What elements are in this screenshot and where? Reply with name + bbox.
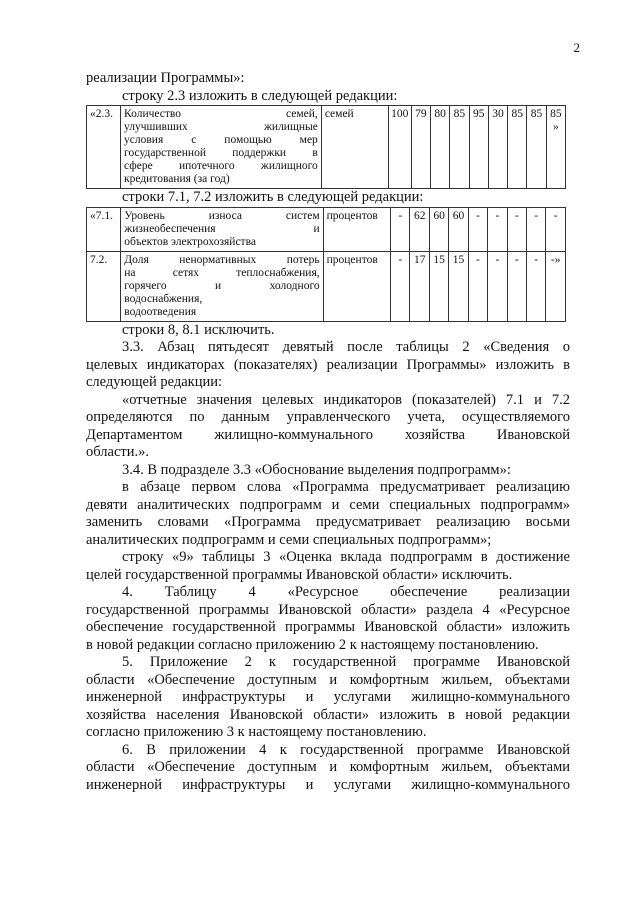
page-number: 2: [573, 40, 580, 55]
body-line: области.».: [86, 444, 149, 460]
value-cell: -: [488, 207, 507, 251]
body-line: следующей редакции:: [86, 374, 223, 390]
row-number: 7.2.: [87, 251, 121, 321]
value-cell: 17: [410, 251, 429, 321]
unit-cell: процентов: [323, 251, 390, 321]
name-line: водоснабжения,: [124, 292, 203, 305]
body-line: в абзаце первом слова «Программа предусматривает реализацию: [122, 479, 570, 495]
value-cell: 85: [450, 106, 469, 189]
name-line: объектов электрохозяйства: [124, 235, 256, 248]
row23-intro: строку 2.3 изложить в следующей редакции:: [122, 87, 398, 104]
body-line: «отчетные значения целевых индикаторов (показателей) 7.1 и 7.2: [122, 391, 570, 408]
name-line: условия с помощью мер: [124, 134, 318, 146]
name-line: водоотведения: [124, 305, 197, 318]
indicator-name: [121, 106, 322, 189]
value-cell: 60: [429, 207, 448, 251]
name-line: улучшивших жилищные: [124, 121, 318, 133]
value-cell: -: [527, 251, 546, 321]
body-line: государственной программы Ивановской области» раздела 4 «Ресурсное: [86, 601, 570, 618]
body-line: области «Обеспечение доступным и комфортным жильем, объектами: [86, 671, 570, 688]
value-cell: -: [527, 207, 546, 251]
body-line: строку «9» таблицы 3 «Оценка вклада подпрограмм в достижение: [122, 549, 570, 565]
body-line: области «Обеспечение доступным и комфортным жильем, объектами: [86, 759, 570, 775]
body-line: целей государственной программы Ивановской области» исключить.: [86, 566, 513, 583]
name-line: сфере ипотечного жилищного: [124, 160, 318, 172]
indicator-name: [121, 207, 323, 251]
value-cell: -: [468, 207, 487, 251]
value-cell: 85: [508, 106, 527, 189]
body-line: согласно приложению 3 к настоящему постановлению.: [86, 724, 427, 740]
value-cell: 80: [430, 106, 449, 189]
body-line: 3.4. В подразделе 3.3 «Обоснование выделения подпрограмм»:: [122, 461, 511, 478]
indicator-name: [121, 251, 323, 321]
body-line: аналитических подпрограмм и семи специальных подпрограмм»;: [86, 531, 492, 548]
table-row: [87, 106, 566, 189]
value-cell: -: [546, 207, 566, 251]
value-cell: 15: [449, 251, 468, 321]
body-line: Департаментом жилищно-коммунального хозяйства Ивановской: [86, 426, 570, 443]
body-line: 6. В приложении 4 к государственной программе Ивановской: [122, 741, 570, 758]
body-line: 3.3. Абзац пятьдесят девятый после таблицы 2 «Сведения о: [122, 339, 570, 355]
body-line: обеспечение государственной программы Ивановской области» изложить: [86, 619, 570, 635]
value-cell: -»: [546, 251, 566, 321]
table-row: [87, 207, 566, 251]
intro-line: реализации Программы»:: [86, 70, 245, 86]
name-line: жизнеобеспечения и: [124, 222, 320, 235]
body-line: девяти аналитических подпрограмм и семи специальных подпрограмм»: [86, 496, 570, 513]
name-line: Уровень износа систем: [124, 209, 320, 222]
body-line: 4. Таблицу 4 «Ресурсное обеспечение реализации: [122, 584, 570, 600]
value-cell: -: [391, 207, 410, 251]
body-line: 5. Приложение 2 к государственной программе Ивановской: [122, 654, 570, 670]
body-line: в новой редакции согласно приложению 2 к настоящему постановлению.: [86, 636, 539, 653]
document-body: [86, 70, 570, 794]
body-line: определяются по данным управленческого учета, осуществляемого: [86, 409, 570, 425]
body-line: инженерной инфраструктуры и услугами жилищно-коммунального: [86, 689, 570, 705]
name-line: Количество семей,: [124, 108, 318, 120]
indicator-table-7: [86, 207, 566, 322]
unit-cell: процентов: [323, 207, 390, 251]
body-line: строки 8, 8.1 исключить.: [122, 321, 275, 338]
value-cell: 85: [527, 106, 546, 189]
value-cell: 60: [449, 207, 468, 251]
value-cell: 79: [411, 106, 430, 189]
indicator-table-2-3: [86, 105, 566, 189]
row-number: «2.3.: [87, 106, 121, 189]
value-cell: 15: [429, 251, 448, 321]
name-line: кредитования (за год): [124, 173, 230, 185]
value-cell: -: [468, 251, 487, 321]
value-cell: 30: [488, 106, 507, 189]
name-line: горячего и холодного: [124, 279, 320, 292]
row-number: «7.1.: [87, 207, 121, 251]
table-row: [87, 251, 566, 321]
name-line: государственной поддержки в: [124, 147, 318, 159]
value-cell: 100: [388, 106, 411, 189]
body-line: хозяйства населения Ивановской области» изложить в новой редакции: [86, 706, 570, 723]
value-cell: -: [507, 207, 526, 251]
name-line: на сетях теплоснабжения,: [124, 266, 320, 279]
body-line: заменить словами «Программа предусматривает реализацию восьми: [86, 514, 570, 530]
value-cell: -: [391, 251, 410, 321]
body-line: целевых индикаторах (показателях) реализации Программы» изложить в: [86, 356, 570, 373]
value-cell: 62: [410, 207, 429, 251]
body-line: инженерной инфраструктуры и услугами жилищно-коммунального: [86, 776, 570, 793]
value-cell: 95: [469, 106, 488, 189]
value-cell: -: [488, 251, 507, 321]
value-cell: 85 »: [546, 106, 565, 189]
value-cell: -: [507, 251, 526, 321]
name-line: Доля ненормативных потерь: [124, 253, 320, 266]
rows71-intro: строки 7.1, 7.2 изложить в следующей редакции:: [122, 189, 424, 205]
unit-cell: семей: [321, 106, 388, 189]
